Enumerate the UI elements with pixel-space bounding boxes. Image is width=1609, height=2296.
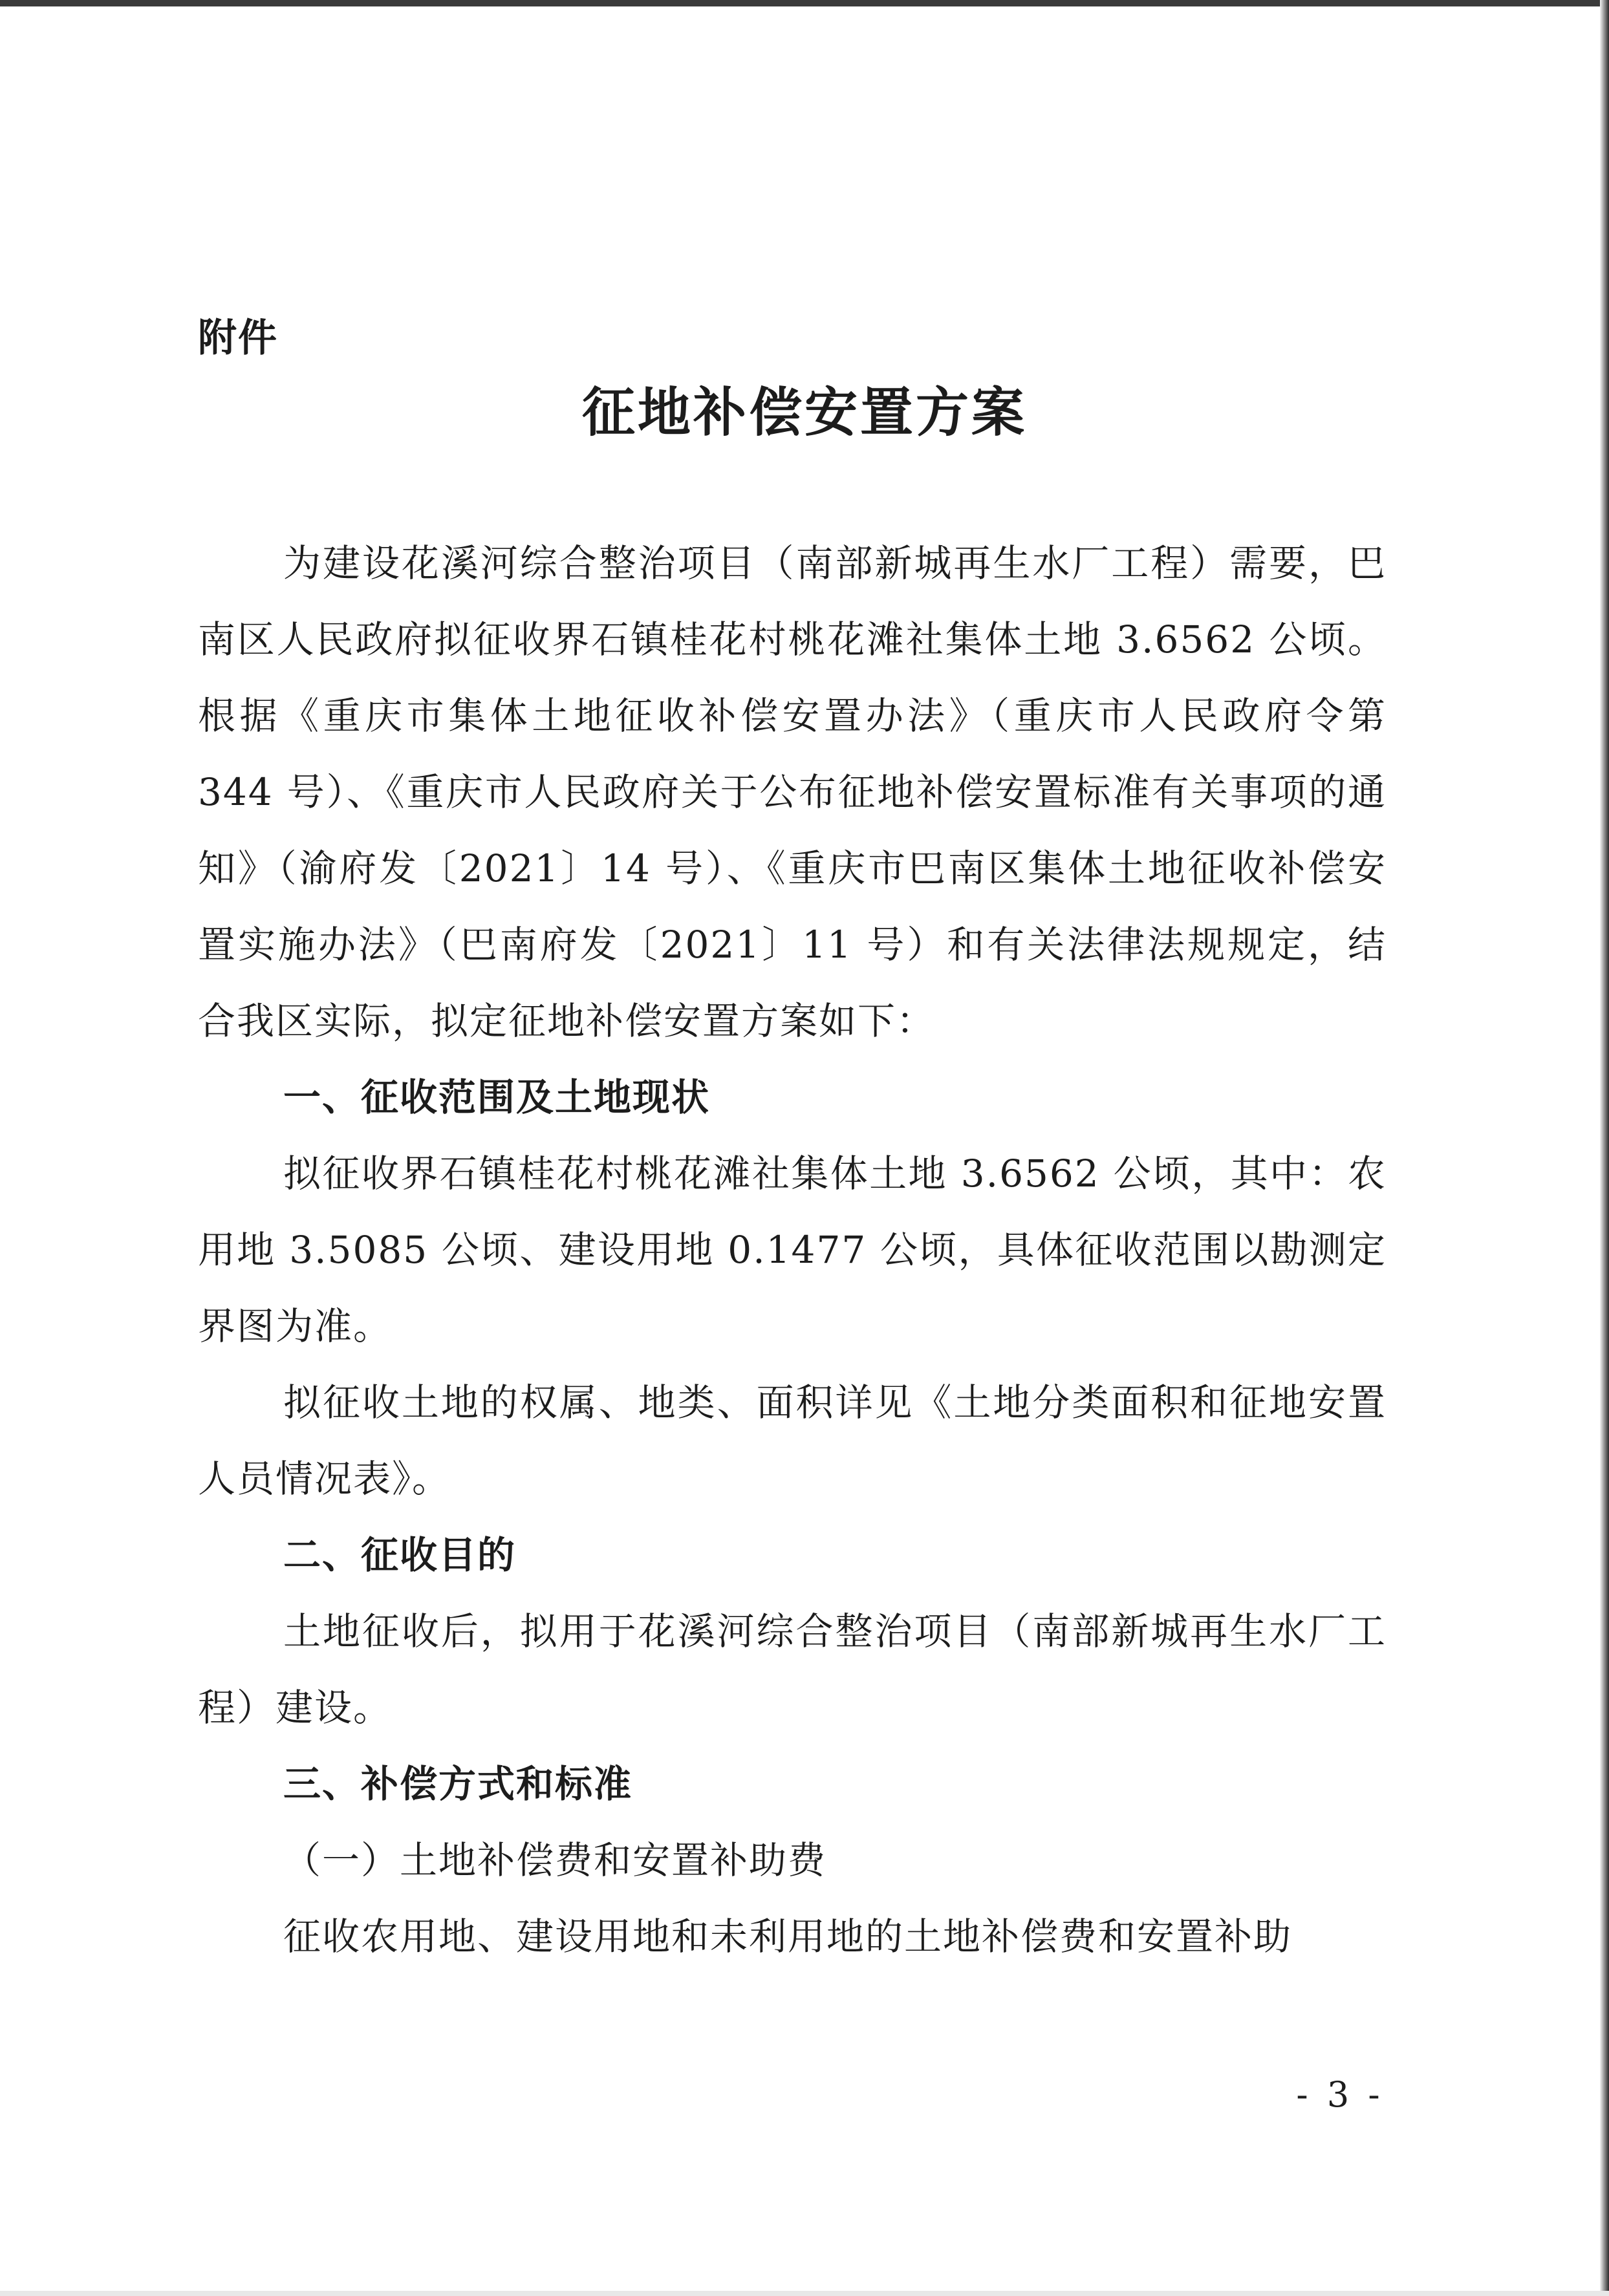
- page-number: - 3 -: [1296, 2074, 1384, 2115]
- section3-subheading-1: （一）土地补偿费和安置补助费: [283, 1838, 827, 1882]
- scan-edge-top: [0, 0, 1609, 6]
- document-title: 征地补偿安置方案: [581, 381, 1027, 444]
- scan-edge-bottom: [0, 2291, 1609, 2296]
- section1-paragraph-2: 拟征收土地的权属、地类、面积详见《土地分类面积和征地安置人员情况表》。: [198, 1380, 1387, 1501]
- section1-heading: 一、征收范围及土地现状: [283, 1075, 711, 1119]
- section3-paragraph: 征收农用地、建设用地和未利用地的土地补偿费和安置补助: [283, 1915, 1293, 1958]
- section3-heading: 三、补偿方式和标准: [283, 1762, 633, 1806]
- section2-paragraph: 土地征收后，拟用于花溪河综合整治项目（南部新城再生水厂工程）建设。: [198, 1609, 1387, 1730]
- section1-paragraph-1: 拟征收界石镇桂花村桃花滩社集体土地 3.6562 公顷，其中：农用地 3.5085 公顷、建设用地 0.1477 公顷，具体征收范围以勘测定界图为准。: [198, 1152, 1387, 1348]
- document-body: [198, 525, 1387, 1975]
- attachment-label: 附件: [198, 316, 278, 361]
- scan-edge-right: [1600, 0, 1609, 2296]
- section2-heading: 二、征收目的: [283, 1533, 517, 1577]
- intro-paragraph: 为建设花溪河综合整治项目（南部新城再生水厂工程）需要，巴南区人民政府拟征收界石镇桂花村桃花滩社集体土地 3.6562 公顷。根据《重庆市集体土地征收补偿安置办法》（重庆市人民政府令第 344 号）、《重庆市人民政府关于公布征地补偿安置标准有关事项的通知》（渝府发〔2021〕14 号）、《重庆市巴南区集体土地征收补偿安置实施办法》（巴南府发〔2021〕11 号）和有关法律法规规定，结合我区实际，拟定征地补偿安置方案如下：: [198, 541, 1387, 1043]
